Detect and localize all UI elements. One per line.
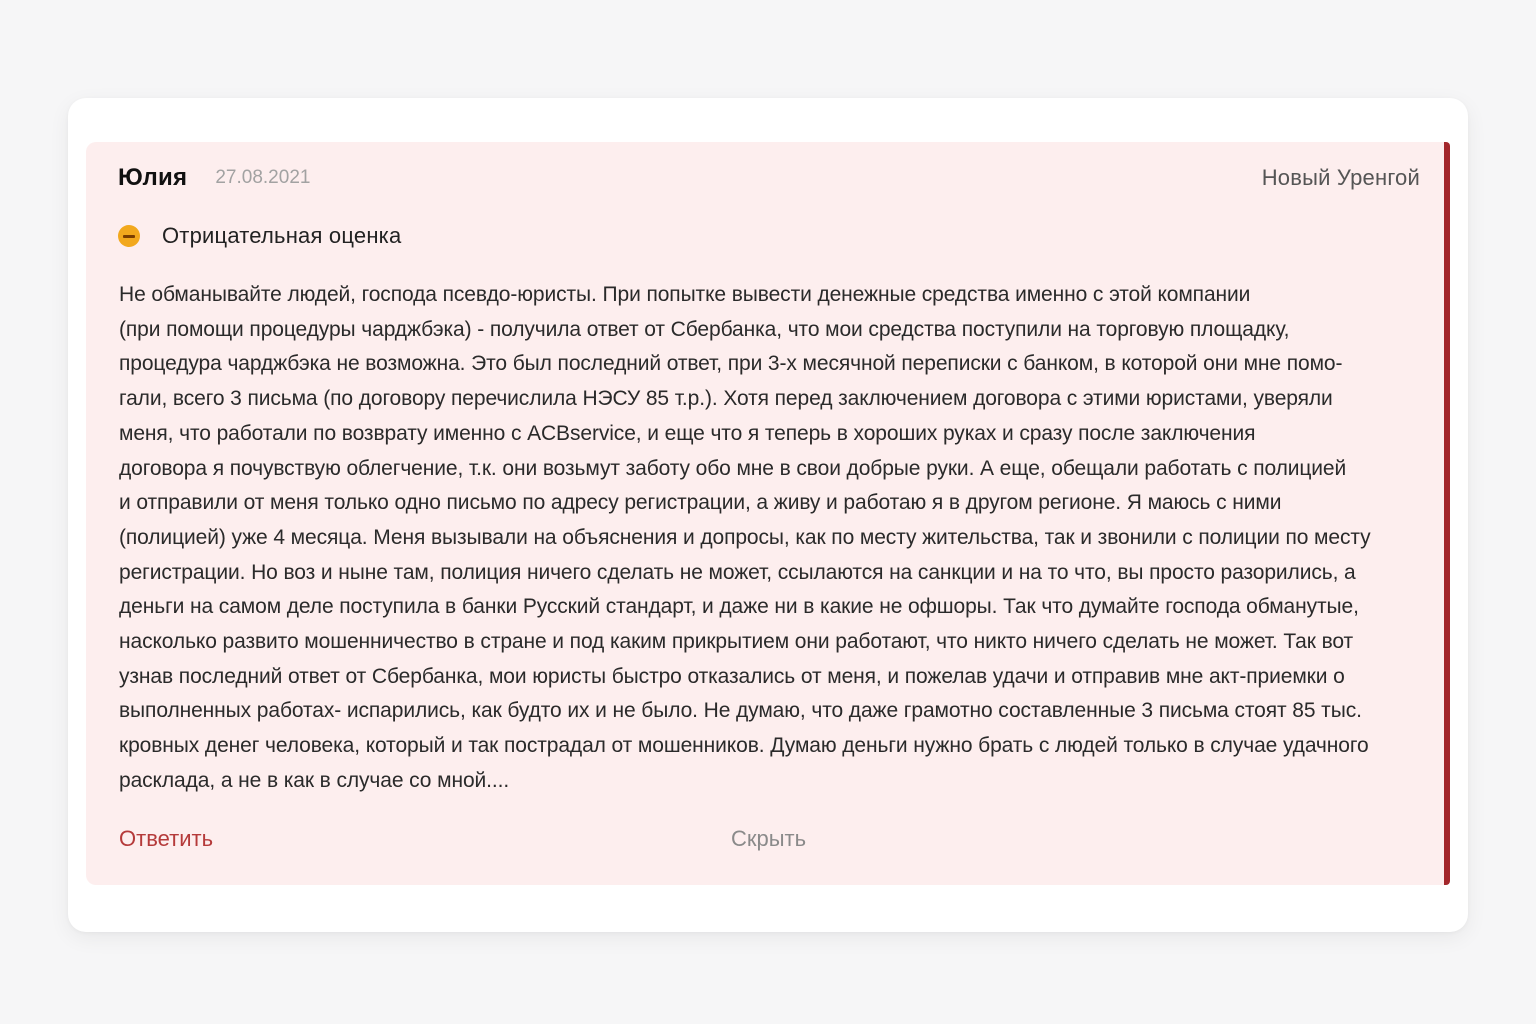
review-text-line: Не обманывайте людей, господа псевдо-юристы. При попытке вывести денежные средства именно с этой компании — [119, 283, 1251, 306]
review-card — [68, 98, 1468, 932]
review-text — [119, 278, 1419, 799]
review-text-line: и отправили от меня только одно письмо по адресу регистрации, а живу и работаю я в другом регионе. Я маюсь с ними — [119, 491, 1282, 515]
review-actions — [119, 826, 1019, 858]
review-text-line: регистрации. Но воз и ныне там, полиция ничего сделать не может, ссылаются на санкции и на то что, вы просто разорились, а — [119, 560, 1356, 584]
review-text-line: узнав последний ответ от Сбербанка, мои юристы быстро отказались от меня, и пожелав удачи и отправив мне акт-приемки о — [119, 664, 1345, 688]
review-text-line: расклада, а не в как в случае со мной.... — [119, 768, 510, 792]
review-text-line: процедура чарджбэка не возможна. Это был последний ответ, при 3-х месячной переписки с банком, в которой они мне помо- — [119, 352, 1343, 376]
reply-link[interactable]: Ответить — [119, 826, 214, 851]
review-text-line: выполненных работах- испарились, как будто их и не было. Не думаю, что даже грамотно составленные 3 письма стоят 85 тыс. — [119, 699, 1362, 723]
rating-label: Отрицательная оценка — [162, 223, 402, 248]
review-text-line: (при помощи процедуры чарджбэка) - получила ответ от Сбербанка, что мои средства поступили на торговую площадку, — [119, 317, 1290, 341]
review-text-line: насколько развито мошенничество в стране и под каким прикрытием они работают, что никто ничего сделать не может. Так вот — [119, 630, 1354, 654]
review-text-line: меня, что работали по возврату именно с ACBservice, и еще что я теперь в хороших руках и сразу после заключения — [119, 421, 1256, 445]
hide-link[interactable]: Скрыть — [731, 826, 807, 851]
review-text-line: договора я почувствую облегчение, т.к. они возьмут заботу обо мне в свои добрые руки. А еще, обещали работать с полицией — [119, 456, 1347, 480]
review-text-line: (полицией) уже 4 месяца. Меня вызывали на объяснения и допросы, как по месту жительства, так и звонили с полиции по месту — [119, 525, 1371, 549]
review-text-line: гали, всего 3 письма (по договору перечислила НЭСУ 85 т.р.). Хотя перед заключением договора с этими юристами, уверяли — [119, 387, 1333, 411]
review-header — [118, 162, 1420, 194]
rating — [118, 220, 401, 252]
review-text-line: кровных денег человека, который и так пострадал от мошенников. Думаю деньги нужно брать с людей только в случае удачного — [119, 734, 1369, 758]
author-city: Новый Уренгой — [1261, 165, 1420, 190]
review-text-line: деньги на самом деле поступила в банки Русский стандарт, и даже ни в какие не офшоры. Так что думайте господа обманутые, — [119, 595, 1359, 619]
author-name: Юлия — [118, 164, 188, 191]
review-date: 27.08.2021 — [215, 167, 311, 188]
minus-circle-icon — [118, 225, 140, 247]
review-item — [86, 142, 1450, 885]
